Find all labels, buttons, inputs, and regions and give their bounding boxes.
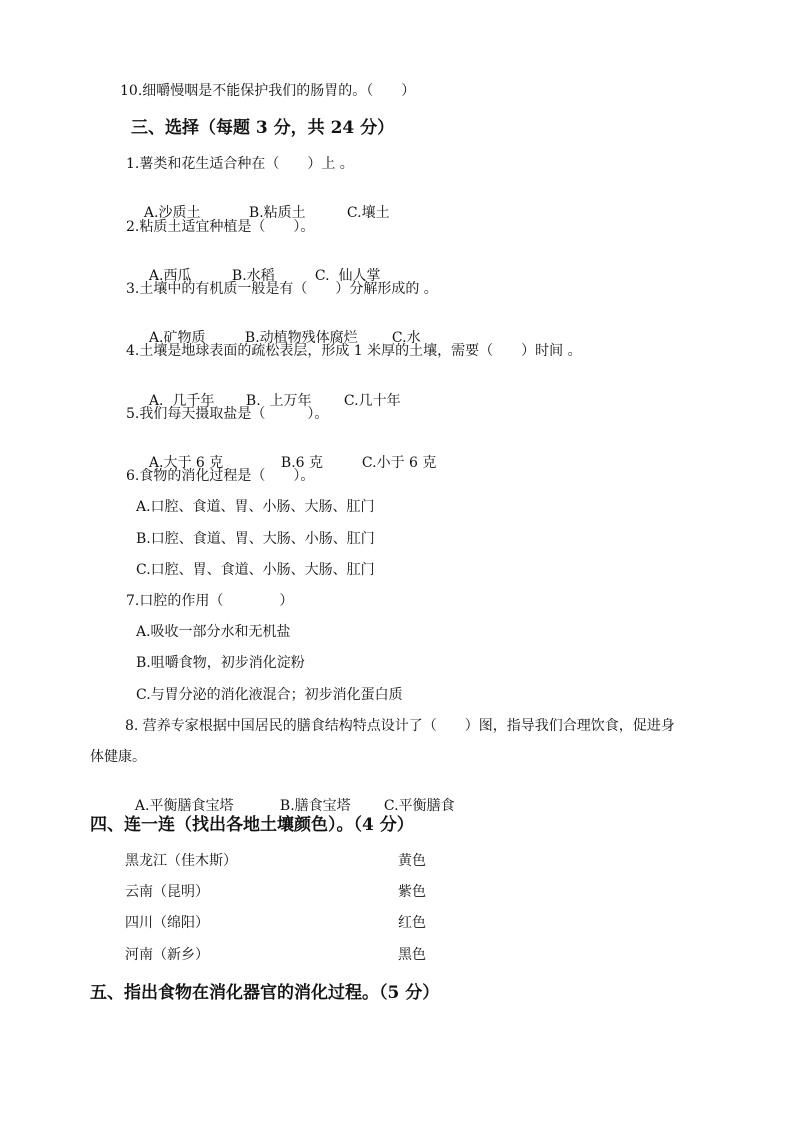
soil-place-1: 黑龙江（佳木斯） bbox=[125, 853, 237, 869]
q3-option-b: B.动植物残体腐烂 bbox=[244, 330, 358, 346]
q5-option-a: A.大于 6 克 bbox=[148, 455, 224, 471]
q7-option-b: B.咀嚼食物，初步消化淀粉 bbox=[136, 655, 305, 671]
q4-option-c: C.几十年 bbox=[343, 393, 401, 409]
q3-stem: 3.土壤中的有机质一般是有（ ）分解形成的 。 bbox=[126, 281, 438, 297]
q3-option-c: C.水 bbox=[391, 330, 421, 346]
q8-stem-line-2: 体健康。 bbox=[90, 749, 146, 765]
q8-option-b: B.膳食宝塔 bbox=[279, 798, 351, 814]
q6-option-a: A.口腔、食道、胃、小肠、大肠、肛门 bbox=[136, 499, 375, 515]
q6-stem: 6.食物的消化过程是（ ）。 bbox=[126, 468, 315, 484]
q7-stem: 7.口腔的作用（ ） bbox=[126, 593, 294, 609]
q5-option-b: B.6 克 bbox=[280, 455, 324, 471]
soil-place-2: 云南（昆明） bbox=[125, 884, 209, 900]
q3-option-a: A.矿物质 bbox=[148, 330, 206, 346]
soil-color-4: 黑色 bbox=[398, 947, 426, 963]
section-3-heading: 三、选择（每题 3 分，共 24 分） bbox=[131, 118, 395, 138]
q8-stem-line-1: 8. 营养专家根据中国居民的膳食结构特点设计了（ ）图，指导我们合理饮食，促进身 bbox=[125, 718, 675, 734]
soil-place-3: 四川（绵阳） bbox=[125, 915, 209, 931]
q5-option-c: C.小于 6 克 bbox=[361, 455, 437, 471]
q1-options bbox=[135, 186, 390, 222]
q2-option-c: C. 仙人掌 bbox=[314, 268, 381, 284]
section-5-heading: 五、指出食物在消化器官的消化过程。（5 分） bbox=[90, 983, 440, 1003]
q6-option-b: B.口腔、食道、胃、大肠、小肠、肛门 bbox=[136, 531, 375, 547]
soil-color-1: 黄色 bbox=[398, 853, 426, 869]
q5-stem: 5.我们每天摄取盐是（ ）。 bbox=[126, 406, 329, 422]
soil-color-2: 紫色 bbox=[398, 884, 426, 900]
q2-option-b: B.水稻 bbox=[231, 268, 275, 284]
q2-option-a: A.西瓜 bbox=[148, 268, 192, 284]
q8-option-a: A.平衡膳食宝塔 bbox=[134, 798, 234, 814]
q4-stem: 4.土壤是地球表面的疏松表层，形成 1 米厚的土壤，需要（ ）时间 。 bbox=[126, 343, 582, 359]
soil-place-4: 河南（新乡） bbox=[125, 947, 209, 963]
q8-options bbox=[126, 779, 455, 815]
q2-stem: 2.粘质土适宜种植是（ ）。 bbox=[126, 219, 315, 235]
q7-option-a: A.吸收一部分水和无机盐 bbox=[136, 624, 291, 640]
q1-option-c: C.壤土 bbox=[346, 205, 390, 221]
item-10: 10.细嚼慢咽是不能保护我们的肠胃的。（ ） bbox=[120, 83, 416, 99]
q1-stem: 1.薯类和花生适合种在（ ）上 。 bbox=[126, 156, 354, 172]
q8-option-c: C.平衡膳食 bbox=[383, 798, 455, 814]
soil-color-3: 红色 bbox=[398, 915, 426, 931]
q1-option-b: B.粘质土 bbox=[248, 205, 306, 221]
q4-option-b: B. 上万年 bbox=[245, 393, 312, 409]
q4-option-a: A. 几千年 bbox=[148, 393, 215, 409]
q6-option-c: C.口腔、胃、食道、小肠、大肠、肛门 bbox=[136, 562, 375, 578]
section-4-heading: 四、连一连（找出各地土壤颜色）。（4 分） bbox=[90, 815, 414, 835]
q1-option-a: A.沙质土 bbox=[143, 205, 201, 221]
q7-option-c: C.与胃分泌的消化液混合；初步消化蛋白质 bbox=[136, 687, 403, 703]
